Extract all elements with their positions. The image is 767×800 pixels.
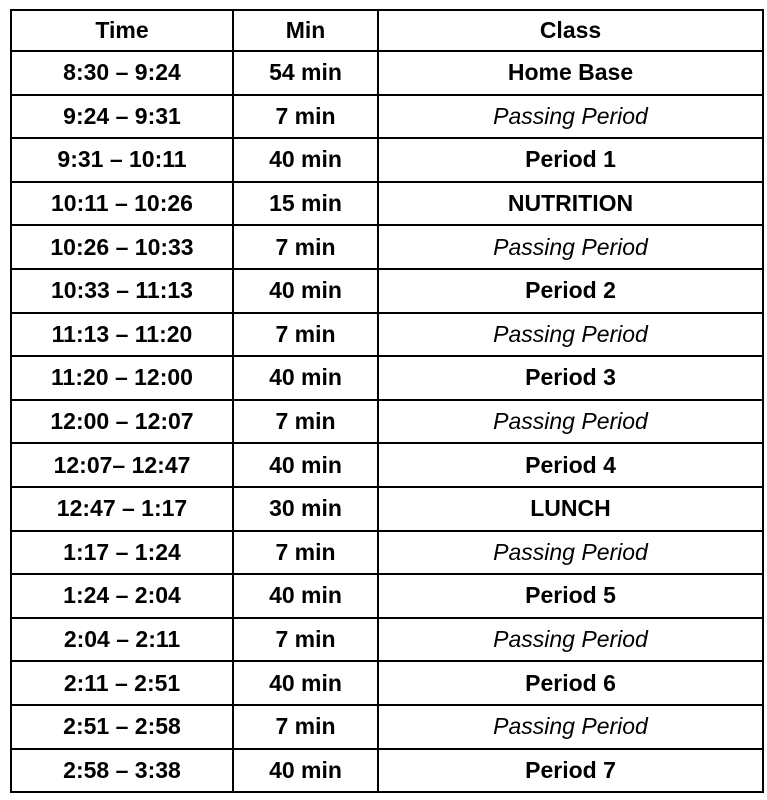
table-row xyxy=(11,269,763,313)
duration-cell: 7 min xyxy=(233,225,378,269)
class-cell: Passing Period xyxy=(378,531,763,575)
class-cell: Passing Period xyxy=(378,705,763,749)
class-cell: Period 6 xyxy=(378,661,763,705)
table-row xyxy=(11,225,763,269)
class-cell: Passing Period xyxy=(378,400,763,444)
duration-cell: 7 min xyxy=(233,618,378,662)
class-cell: NUTRITION xyxy=(378,182,763,226)
duration-cell: 40 min xyxy=(233,749,378,793)
table-row xyxy=(11,531,763,575)
class-cell: Period 2 xyxy=(378,269,763,313)
duration-cell: 7 min xyxy=(233,95,378,139)
time-cell: 12:00 – 12:07 xyxy=(11,400,233,444)
time-cell: 11:20 – 12:00 xyxy=(11,356,233,400)
table-row xyxy=(11,661,763,705)
table-row xyxy=(11,138,763,182)
duration-cell: 40 min xyxy=(233,356,378,400)
class-cell: Period 3 xyxy=(378,356,763,400)
header-row xyxy=(11,10,763,51)
duration-cell: 7 min xyxy=(233,313,378,357)
duration-cell: 40 min xyxy=(233,443,378,487)
duration-cell: 40 min xyxy=(233,138,378,182)
duration-cell: 30 min xyxy=(233,487,378,531)
table-row xyxy=(11,182,763,226)
duration-cell: 7 min xyxy=(233,400,378,444)
class-cell: Period 4 xyxy=(378,443,763,487)
table-row xyxy=(11,400,763,444)
time-cell: 9:24 – 9:31 xyxy=(11,95,233,139)
time-cell: 2:51 – 2:58 xyxy=(11,705,233,749)
class-cell: Period 7 xyxy=(378,749,763,793)
class-cell: Period 5 xyxy=(378,574,763,618)
duration-cell: 40 min xyxy=(233,269,378,313)
duration-cell: 40 min xyxy=(233,574,378,618)
time-cell: 2:11 – 2:51 xyxy=(11,661,233,705)
column-header-class: Class xyxy=(378,10,763,51)
time-cell: 10:33 – 11:13 xyxy=(11,269,233,313)
duration-cell: 40 min xyxy=(233,661,378,705)
time-cell: 10:26 – 10:33 xyxy=(11,225,233,269)
time-cell: 1:24 – 2:04 xyxy=(11,574,233,618)
class-cell: Passing Period xyxy=(378,618,763,662)
class-cell: Passing Period xyxy=(378,313,763,357)
time-cell: 10:11 – 10:26 xyxy=(11,182,233,226)
table-row xyxy=(11,443,763,487)
class-cell: Home Base xyxy=(378,51,763,95)
duration-cell: 7 min xyxy=(233,531,378,575)
class-cell: Passing Period xyxy=(378,95,763,139)
table-row xyxy=(11,356,763,400)
duration-cell: 15 min xyxy=(233,182,378,226)
duration-cell: 54 min xyxy=(233,51,378,95)
table-row xyxy=(11,487,763,531)
column-header-time: Time xyxy=(11,10,233,51)
time-cell: 8:30 – 9:24 xyxy=(11,51,233,95)
class-cell: Passing Period xyxy=(378,225,763,269)
table-row xyxy=(11,95,763,139)
table-row xyxy=(11,574,763,618)
class-cell: Period 1 xyxy=(378,138,763,182)
time-cell: 2:04 – 2:11 xyxy=(11,618,233,662)
time-cell: 2:58 – 3:38 xyxy=(11,749,233,793)
table-row xyxy=(11,51,763,95)
table-header xyxy=(11,10,763,51)
table-row xyxy=(11,749,763,793)
time-cell: 11:13 – 11:20 xyxy=(11,313,233,357)
column-header-min: Min xyxy=(233,10,378,51)
table-body xyxy=(11,51,763,792)
table-row xyxy=(11,705,763,749)
duration-cell: 7 min xyxy=(233,705,378,749)
class-cell: LUNCH xyxy=(378,487,763,531)
table-row xyxy=(11,313,763,357)
table-row xyxy=(11,618,763,662)
time-cell: 1:17 – 1:24 xyxy=(11,531,233,575)
time-cell: 9:31 – 10:11 xyxy=(11,138,233,182)
time-cell: 12:07– 12:47 xyxy=(11,443,233,487)
time-cell: 12:47 – 1:17 xyxy=(11,487,233,531)
bell-schedule-table xyxy=(10,9,764,793)
